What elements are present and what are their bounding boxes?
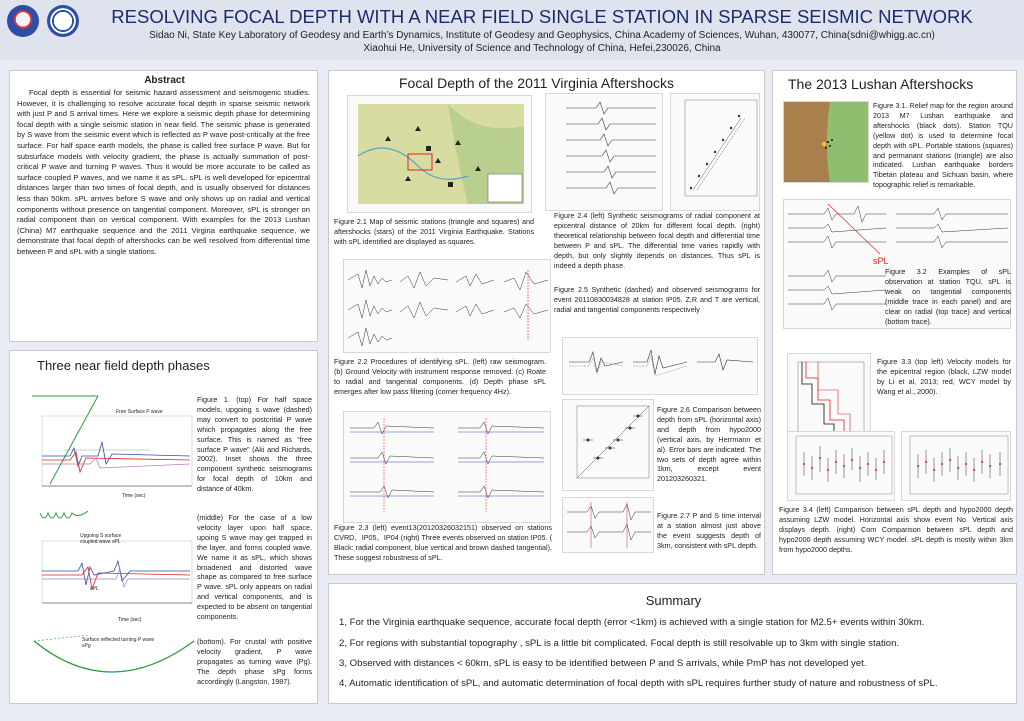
summary-item: 4, Automatic identification of sPL, and automatic determination of focal depth with sPL requires further study of nature and robustness of sPL. — [339, 678, 938, 689]
summary-item: 3, Observed with distances < 60km, sPL is easy to be identified between P and S arrivals, while PmP has not developed yet. — [339, 658, 867, 669]
figure-2-6-caption: Figure 2.6 Comparison between depth from sPL (horizontal axis) and depth from hypo2000 (vertical axis, by Herrmann et al). Error bars are indicated. The two sets of depth agree within 1km, except event 201203260321. — [657, 405, 761, 484]
fig1b-spl-tag: sPL — [90, 586, 99, 592]
figure-2-1-caption: Figure 2.1 Map of seismic stations (triangle and squares) and aftershocks (stars) of the 2011 Virginia Earthquake. Stations with sPL identified are displayed as squares. — [334, 217, 534, 246]
virginia-panel — [328, 70, 765, 575]
phases-panel — [9, 350, 318, 704]
figure-1-caption-bottom: (bottom). For crustal with positive velocity gradient, P wave propagates as turning wave (Pg). The depth phase sPg forms accordingly (Langston, 1987). — [197, 637, 312, 686]
figure-1-top — [30, 394, 200, 509]
figure-3-4-wcy-comparison — [901, 431, 1011, 501]
figure-2-5-waveforms — [562, 337, 758, 395]
figure-2-7-ps-interval — [562, 497, 654, 553]
abstract-panel — [9, 70, 318, 342]
figure-1-caption-top: Figure 1. (top) For half space models, upgoing s wave (dashed) may convert to postcritial P wave which propagates along the free surface. This is named as “free surface P wave” (Aki and Richards, 2002). Inset shows the three component synthetic seismograms for focal depth of 10km and distance of 40km. — [197, 395, 312, 494]
institute-logo — [7, 5, 39, 37]
summary-item: 1, For the Virginia earthquake sequence, accurate focal depth (error <1km) is achieved with a single station for M2.5+ events within 30km. — [339, 617, 925, 628]
author-line-2: Xiaohui He, University of Science and Technology of China, Hefei,230026, China — [363, 43, 721, 54]
figure-3-3-caption: Figure 3.3 (top left) Velocity models for the epicentral region (black, LZW model by Li et al, 2013; red, WCY model by Wang et al., 2000). — [877, 357, 1011, 396]
figure-3-4-caption: Figure 3.4 (left) Comparison between sPL depth and hypo2000 depth assuming LZW model. Horizontal axis show event No. Vertical axis displays depth. (right) Com Comparison between sPL depth and hypo2000 depth assuming WCY model. sPL depth is mostly within 3km from hypo2000 depths. — [779, 505, 1013, 554]
figure-1-middle — [30, 509, 200, 619]
figure-1-caption-middle: (middle) For the case of a low velocity layer upon half space, upoing S wave may get trapped in the layer, and forms coupled wave. We name it as sPL, which shows broadened and distorted wave shape as compared to free surface P wave. sPL only appears on radial and vertical components, and is expected to be absent on tangential components. — [197, 513, 312, 622]
figure-2-4-caption: Figure 2.4 (left) Synthetic seismograms of radial component at epicentral distance of 20km for different focal depth. (right) theoretical relationship between focal depth and differential time between P and sPL. The differential time varies rapidly with depth, but only slightly depends on distances. Thus sPL is indeed a depth phase. — [554, 211, 760, 270]
figure-2-3-events — [343, 411, 551, 523]
summary-title: Summary — [645, 593, 702, 608]
figure-2-2-procedures — [343, 259, 551, 353]
figure-2-4-depth-relation — [670, 93, 760, 211]
fig1b-label: Upgoing S surface coupled wave sPL — [80, 533, 122, 545]
abstract-title: Abstract — [144, 75, 185, 86]
figure-2-6-scatter — [562, 399, 654, 491]
abstract-body: Focal depth is essential for seismic hazard assessment and seismogenic studies. However, it is challenging to resolve accurate focal depth in sparse seismic network with just P and S arrival times. Here we explore a seismic depth phase for determining focal depth with a single seismic station in near field. The seismic phase is generated by S wave from the seismic event which is reflected as P wave post-critically at the free surface. For half space earth models, the phase is called free surface P wave. But for subsurface models with velocity gradient, the phase is actually summation of post-critical P wave and turning P waves. Thus it would be more accurate to be called as surface coupled P waves, and we name it as sPL. sPL is well developed for epicentral distances larger than two times of focal depth, and is usually observed for distances less than 50km. sPL arrives before S wave and only shows up on radial and vertical components without presence on tangential component. Moreover, sPL is stronger on radial component than on vertical component. With examples for the 2013 Lushan (China) M7 earthquake sequence and the 2011 Virgina earthquake sequence, we demonstrate that focal depth of aftershocks can be well resolved from differential time between P and sPL with a single stations. — [17, 88, 310, 256]
figure-3-4-lzw-comparison — [787, 431, 895, 501]
figure-2-3-caption: Figure 2.3 (left) event13(20120326032151) observed on stations CVRD、IP05、IP04 (right) Three events observed on station IP05. ( Black: radial component, blue vertical and brown dashed tangential). These suggest robustness of sPL. — [334, 523, 552, 562]
figure-2-2-caption: Figure 2.2 Procedures of identifying sPL. (left) raw seismogram. (b) Ground Velocity with instrument response removed. (c) Roate to radial and tangential components. (d) Depth phase sPL emerges after low pass filtering (corner frequency 4Hz). — [334, 357, 546, 396]
fig1-time-label-b: Time (sec) — [118, 617, 142, 623]
figure-2-5-caption: Figure 2.5 Synthetic (dashed) and observed seismograms for event 20110830034828 at station IP05. Z,R and T are vertical, radial and tangential components respectively — [554, 285, 760, 314]
summary-panel — [328, 583, 1017, 704]
figure-3-2-caption: Figure 3.2 Examples of sPL observation at station TQU. sPL is weak on tangential components (middle trace in each panel) and are clear on radial (top trace) and vertical (bottom trace). — [885, 267, 1011, 326]
fig1a-label: Free Surface P wave — [116, 409, 163, 415]
header-band — [0, 0, 1024, 60]
poster-title: RESOLVING FOCAL DEPTH WITH A NEAR FIELD SINGLE STATION IN SPARSE SEISMIC NETWORK — [111, 6, 973, 27]
summary-item: 2, For regions with substantial topography , sPL is a little bit complicated. Focal depth is still resolvable up to 3km with single station. — [339, 638, 900, 649]
figure-3-1-relief-map — [783, 101, 869, 183]
fig1c-label: Surface reflected turning P wave sPg — [82, 637, 155, 649]
spl-label: sPL — [873, 256, 889, 266]
figure-2-4-synthetics — [545, 93, 663, 211]
phases-title: Three near field depth phases — [37, 358, 210, 373]
virginia-title: Focal Depth of the 2011 Virginia Aftershocks — [399, 75, 674, 91]
fig1-time-label-a: Time (sec) — [122, 493, 146, 499]
lushan-panel — [772, 70, 1017, 575]
figure-3-1-caption: Figure 3.1. Relief map for the region around 2013 M7 Lushan earthquake and aftershocks (black dots). Station TQU (yellow dot) is used to determine focal depth with sPL. Portable stations (squares) and permanant stations (triangle) are also indicated. Lushan earthquake borders Tibetan plateau and Sichuan basin, where topographic relief is remarkable. — [873, 101, 1013, 190]
author-line-1: Sidao Ni, State Key Laboratory of Geodesy and Earth’s Dynamics, Institute of Geodesy and Geophysics, China Academy of Sciences, Wuhan, 430077, China(sdni@whigg.ac.cn) — [149, 30, 935, 41]
figure-2-1-map — [347, 95, 532, 213]
lushan-title: The 2013 Lushan Aftershocks — [788, 76, 974, 92]
figure-2-7-caption: Figure 2.7 P and S time interval at a station almost just above the event suggests depth of 3km, consistent with sPL depth. — [657, 511, 761, 550]
